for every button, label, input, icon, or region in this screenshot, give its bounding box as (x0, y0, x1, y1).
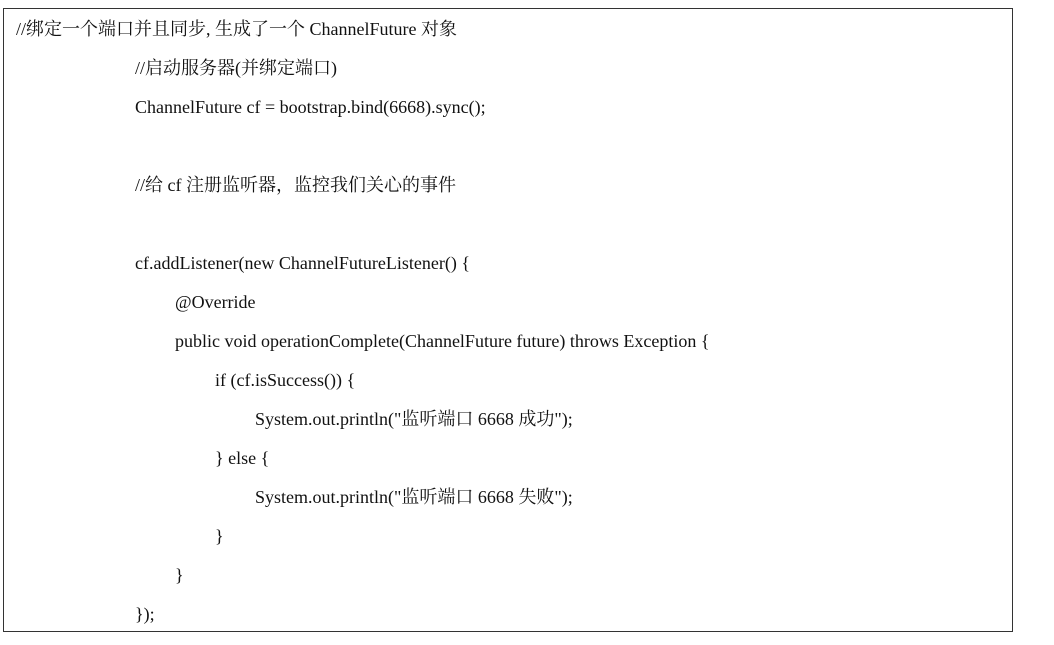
code-line: }); (135, 604, 155, 624)
code-line: } else { (215, 448, 270, 468)
code-line: } (215, 526, 224, 546)
code-line: System.out.println("监听端口 6668 成功"); (255, 409, 573, 429)
code-comment-line: //绑定一个端口并且同步, 生成了一个 ChannelFuture 对象 (16, 19, 457, 39)
code-annotation-line: @Override (175, 292, 256, 312)
code-block (3, 8, 1013, 632)
code-comment-line: //启动服务器(并绑定端口) (135, 58, 337, 78)
code-comment-line: //给 cf 注册监听器，监控我们关心的事件 (135, 175, 456, 195)
code-line: public void operationComplete(ChannelFuture future) throws Exception { (175, 331, 710, 351)
code-line: if (cf.isSuccess()) { (215, 370, 356, 390)
code-line: } (175, 565, 184, 585)
code-line: cf.addListener(new ChannelFutureListener() { (135, 253, 471, 273)
code-line: System.out.println("监听端口 6668 失败"); (255, 487, 573, 507)
code-line: ChannelFuture cf = bootstrap.bind(6668).sync(); (135, 97, 486, 117)
